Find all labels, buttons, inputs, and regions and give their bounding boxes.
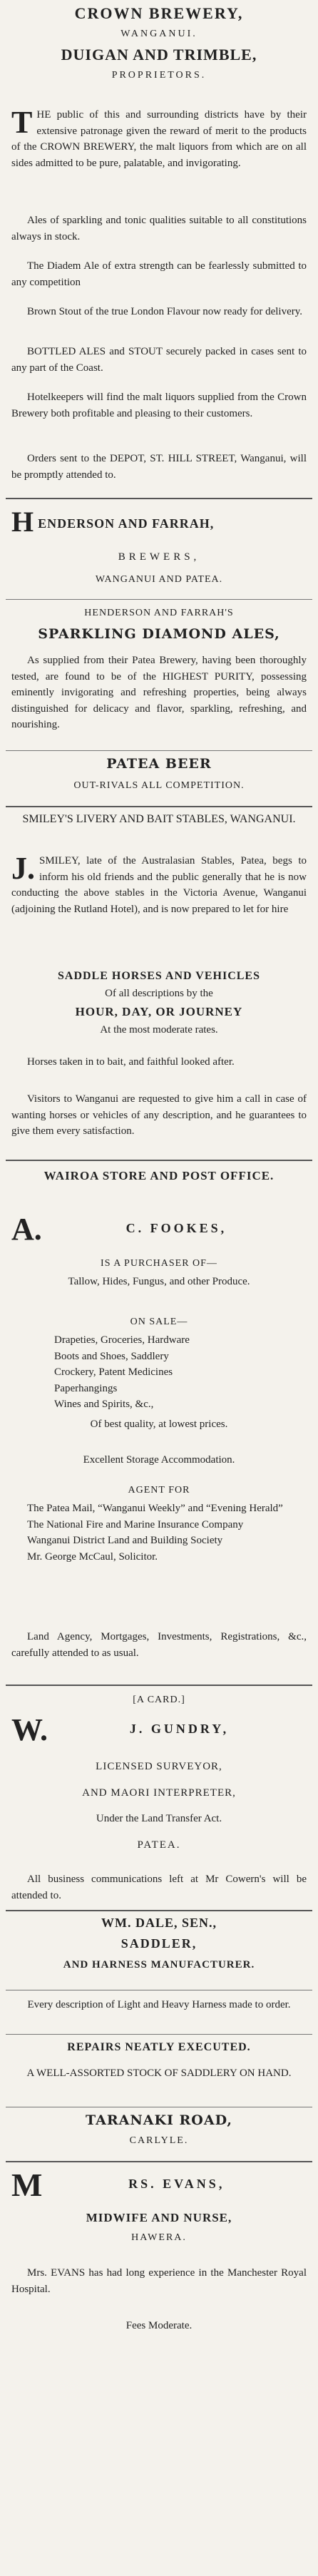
patea-beer-title: PATEA BEER: [106, 756, 212, 772]
henderson-sub: [11, 549, 307, 587]
wairoa-agencies: [11, 1501, 307, 1565]
wairoa-agency: The Patea Mail, “Wanganui Weekly” and “Evening Herald”: [27, 1503, 283, 1514]
crown-role: PROPRIETORS.: [111, 70, 207, 81]
smiley-headline: SADDLE HORSES AND VEHICLES: [57, 970, 260, 982]
crown-p1: HE public of this and surrounding districts have by their extensive patronage given the reward of merit to the products of the CROWN BREWERY, the malt liquors from which are on all sides admitted to be pure, palatable, and invigorating.: [11, 109, 307, 169]
gundry-drop-cap: W.: [11, 1712, 48, 1747]
gundry-card: [A CARD.]: [133, 1695, 185, 1705]
crown-place: WANGANUI.: [120, 29, 198, 39]
dale-stock: A WELL-ASSORTED STOCK OF SADDLERY ON HAND.: [26, 2068, 292, 2079]
wairoa-agency: Wanganui District Land and Building Society: [27, 1535, 223, 1546]
henderson-drop-cap: H: [11, 506, 34, 538]
evans-title: MIDWIFE AND NURSE,: [86, 2211, 232, 2224]
dale-place: CARLYLE.: [129, 2135, 189, 2146]
divider: [6, 599, 312, 600]
evans-name: RS. EVANS,: [128, 2177, 225, 2191]
crown-firm: DUIGAN AND TRIMBLE,: [61, 46, 257, 64]
dale-repairs: REPAIRS NEATLY EXECUTED.: [67, 2041, 251, 2053]
wairoa-quality: Of best quality, at lowest prices.: [90, 1419, 228, 1430]
wairoa-drop-cap: A.: [11, 1212, 42, 1247]
henderson-ales: [11, 606, 307, 642]
smiley-p4: Horses taken in to bait, and faithful looked after.: [27, 1056, 235, 1068]
henderson-place: WANGANUI AND PATEA.: [95, 573, 223, 585]
gundry-under: Under the Land Transfer Act.: [96, 1813, 222, 1824]
wairoa-item: Crockery, Patent Medicines: [54, 1366, 173, 1378]
henderson-outrivals: OUT-RIVALS ALL COMPETITION.: [73, 780, 245, 791]
dale-trade-1: SADDLER,: [120, 1936, 198, 1951]
evans-drop-cap: M: [11, 2167, 43, 2203]
smiley-p2: Of all descriptions by the: [105, 988, 213, 999]
wairoa-title: WAIROA STORE AND POST OFFICE.: [43, 1169, 275, 1182]
henderson-firm: ENDERSON AND FARRAH,: [38, 516, 215, 531]
wairoa-items: [11, 1332, 307, 1413]
wairoa-item: Drapeties, Groceries, Hardware: [54, 1334, 190, 1346]
smiley-drop-cap: J.: [11, 851, 35, 886]
crown-intro: [11, 107, 307, 171]
henderson-firm-2: HENDERSON AND FARRAH'S: [84, 608, 234, 618]
smiley-headline-2: HOUR, DAY, OR JOURNEY: [75, 1004, 243, 1018]
wairoa-agency: Mr. George McCaul, Solicitor.: [27, 1550, 158, 1563]
wairoa-products: Tallow, Hides, Fungus, and other Produce.: [68, 1276, 250, 1287]
smiley-p5: Visitors to Wanganui are requested to give him a call in case of wanting horses or vehicles of any description, and he guarantees to give them every satisfaction.: [11, 1093, 307, 1137]
wairoa-header: [11, 1212, 307, 1247]
divider: [6, 498, 312, 499]
wairoa-item: Boots and Shoes, Saddlery: [54, 1350, 169, 1362]
crown-p5: BOTTLED ALES and STOUT securely packed in cases sent to any part of the Coast.: [11, 346, 307, 374]
gundry-title-2: AND MAORI INTERPRETER,: [82, 1787, 236, 1799]
wairoa-purchaser: IS A PURCHASER OF—: [101, 1258, 217, 1269]
henderson-p1: As supplied from their Patea Brewery, having been thoroughly tested, are found to be of the HIGHEST PURITY, possessing eminently invigorating and refreshing properties, being always distinguished for delicacy and flavor, sparkling, refreshing, and nourishing.: [11, 655, 307, 730]
dale-p1: Every description of Light and Heavy Harness made to order.: [27, 1999, 291, 2010]
gundry-note: All business communications left at Mr Cowern's will be attended to.: [11, 1874, 307, 1901]
dale-trade-2: AND HARNESS MANUFACTURER.: [63, 1959, 255, 1971]
patea-beer: [11, 756, 307, 793]
wairoa-name: C. FOOKES,: [125, 1221, 227, 1235]
crown-p7: Orders sent to the DEPOT, ST. HILL STREET, Wanganui, will be promptly attended to.: [11, 453, 307, 481]
dale-road: TARANAKI ROAD,: [86, 2112, 232, 2128]
crown-p4: Brown Stout of the true London Flavour now ready for delivery.: [27, 306, 303, 317]
crown-p2: Ales of sparkling and tonic qualities suitable to all constitutions always in stock.: [11, 215, 307, 242]
wairoa-onsale: ON SALE—: [130, 1317, 188, 1327]
smiley-p3: At the most moderate rates.: [100, 1023, 218, 1036]
divider: [6, 1685, 312, 1686]
gundry-place: PATEA.: [137, 1839, 181, 1851]
evans-place: HAWERA.: [131, 2232, 187, 2243]
wairoa-storage: Excellent Storage Accommodation.: [83, 1454, 235, 1466]
henderson-headline: SPARKLING DIAMOND ALES,: [38, 626, 280, 643]
dale-address: [11, 2112, 307, 2148]
gundry-titles: [11, 1759, 307, 1853]
smiley-title: SMILEY'S LIVERY AND BAIT STABLES, WANGANUI.: [22, 813, 296, 825]
wairoa-land: Land Agency, Mortgages, Investments, Registrations, &c., carefully attended to as usual.: [11, 1631, 307, 1659]
divider: [6, 750, 312, 751]
smiley-intro: [11, 853, 307, 917]
gundry-header: [11, 1712, 307, 1747]
crown-title: CROWN BREWERY,: [74, 4, 244, 22]
wairoa-agent: AGENT FOR: [128, 1485, 190, 1496]
crown-drop-cap: T: [11, 105, 33, 140]
evans-header: [11, 2167, 307, 2203]
smiley-p1: SMILEY, late of the Australasian Stables, Patea, begs to inform his old friends and the public generally that he is now conducting the above stables in the Victoria Avenue, Wanganui (adjoining the Rutland Hotel), and is now prepared to let for hire: [11, 855, 307, 915]
crown-p3: The Diadem Ale of extra strength can be fearlessly submitted to any competition: [11, 260, 307, 288]
evans-fees: Fees Moderate.: [125, 2320, 193, 2331]
divider: [6, 2161, 312, 2162]
smiley-hire: [11, 970, 307, 1038]
divider: [6, 1910, 312, 1911]
wairoa-item: Paperhangings: [54, 1382, 118, 1394]
evans-sub: [11, 2211, 307, 2245]
divider: [6, 806, 312, 807]
wairoa-item: Wines and Spirits, &c.,: [54, 1399, 154, 1410]
wairoa-agency: The National Fire and Marine Insurance Company: [27, 1518, 244, 1530]
gundry-name: J. GUNDRY,: [129, 1722, 230, 1736]
divider: [6, 2034, 312, 2035]
dale-header: [11, 1916, 307, 1973]
crown-p6: Hotelkeepers will find the malt liquors supplied from the Crown Brewery both profitable and pleasing to their customers.: [11, 392, 307, 419]
evans-p1: Mrs. EVANS has had long experience in the Manchester Royal Hospital.: [11, 2267, 307, 2295]
gundry-title-1: LICENSED SURVEYOR,: [96, 1761, 222, 1772]
dale-name: WM. DALE, SEN.,: [101, 1916, 217, 1930]
henderson-header: [11, 506, 307, 536]
divider: [6, 1160, 312, 1161]
crown-brewery-header: [11, 4, 307, 83]
henderson-role: BREWERS,: [118, 551, 200, 563]
